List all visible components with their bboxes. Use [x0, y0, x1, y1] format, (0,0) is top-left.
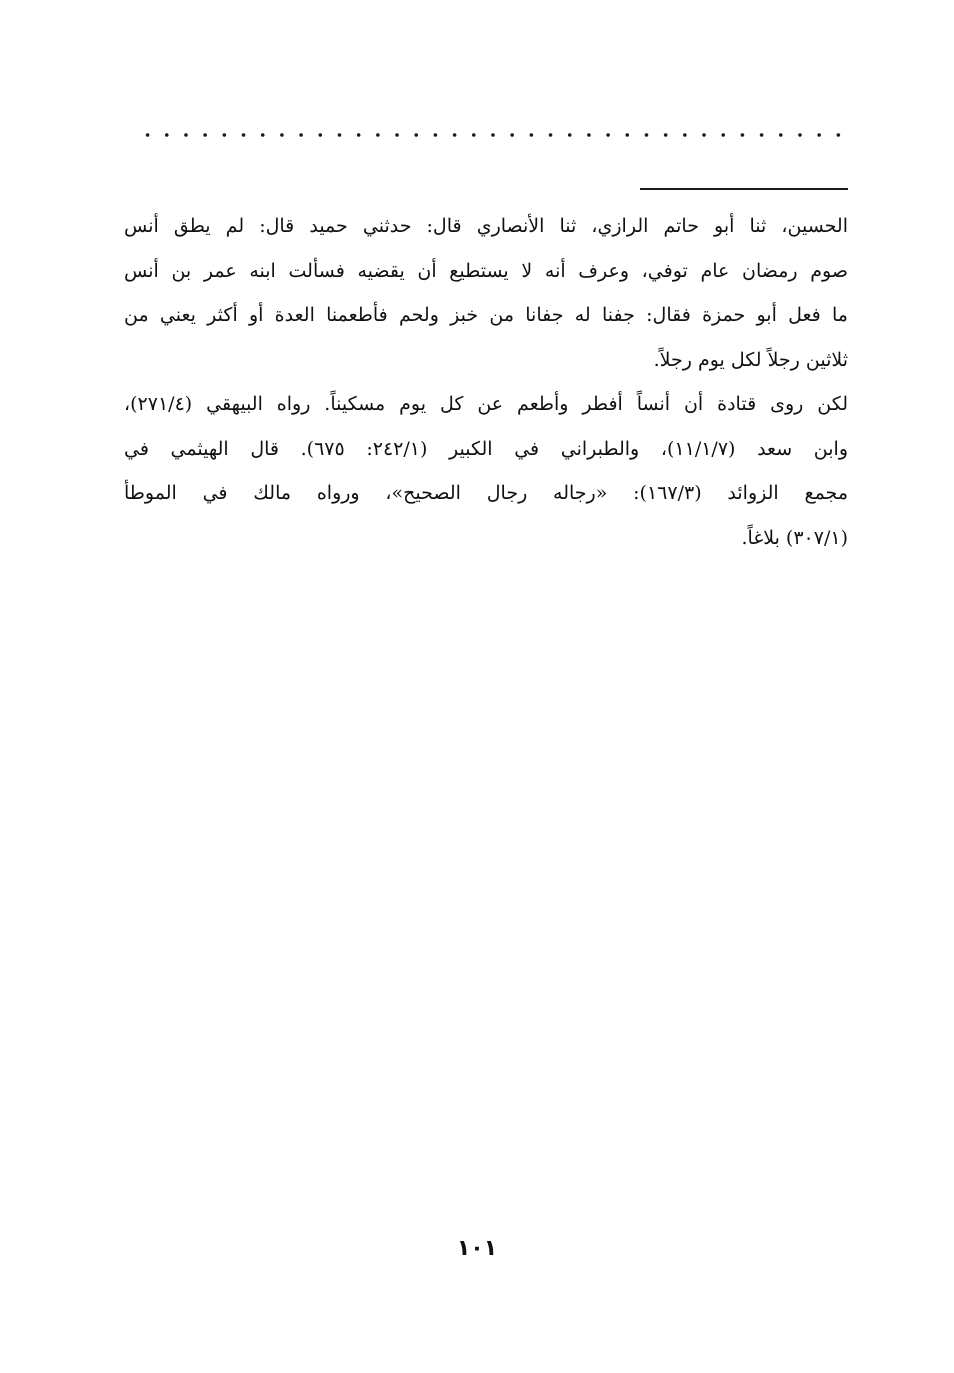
- footnotes-section: [124, 204, 848, 560]
- footnote-line: ثلاثين رجلاً لكل يوم رجلاً.: [653, 348, 848, 371]
- footnote-line: (٣٠٧/١) بلاغاً.: [741, 526, 848, 549]
- footnote-paragraph-2: [124, 382, 848, 560]
- dotted-separator: [138, 132, 850, 138]
- footnote-separator-line: [640, 188, 848, 190]
- footnote-line: الحسين، ثنا أبو حاتم الرازي، ثنا الأنصاري قال: حدثني حميد قال: لم يطق أنس: [124, 215, 848, 237]
- page-number: ١٠١: [456, 1236, 498, 1261]
- footnote-line: ما فعل أبو حمزة فقال: جفنا له جفانا من خبز ولحم فأطعمنا العدة أو أكثر يعني من: [124, 304, 848, 326]
- footnote-line: وابن سعد (١١/١/٧)، والطبراني في الكبير (٢٤٢/١: ٦٧٥). قال الهيثمي في: [124, 437, 848, 460]
- footnote-paragraph-1: [124, 204, 848, 382]
- footnote-line: مجمع الزوائد (١٦٧/٣): «رجاله رجال الصحيح»، ورواه مالك في الموطأ: [124, 482, 848, 504]
- footnote-line: لكن روى قتادة أن أنساً أفطر وأطعم عن كل يوم مسكيناً. رواه البيهقي (٢٧١/٤)،: [124, 393, 848, 415]
- footnote-line: صوم رمضان عام توفي، وعرف أنه لا يستطيع أن يقضيه فسألت ابنه عمر بن أنس: [124, 259, 848, 282]
